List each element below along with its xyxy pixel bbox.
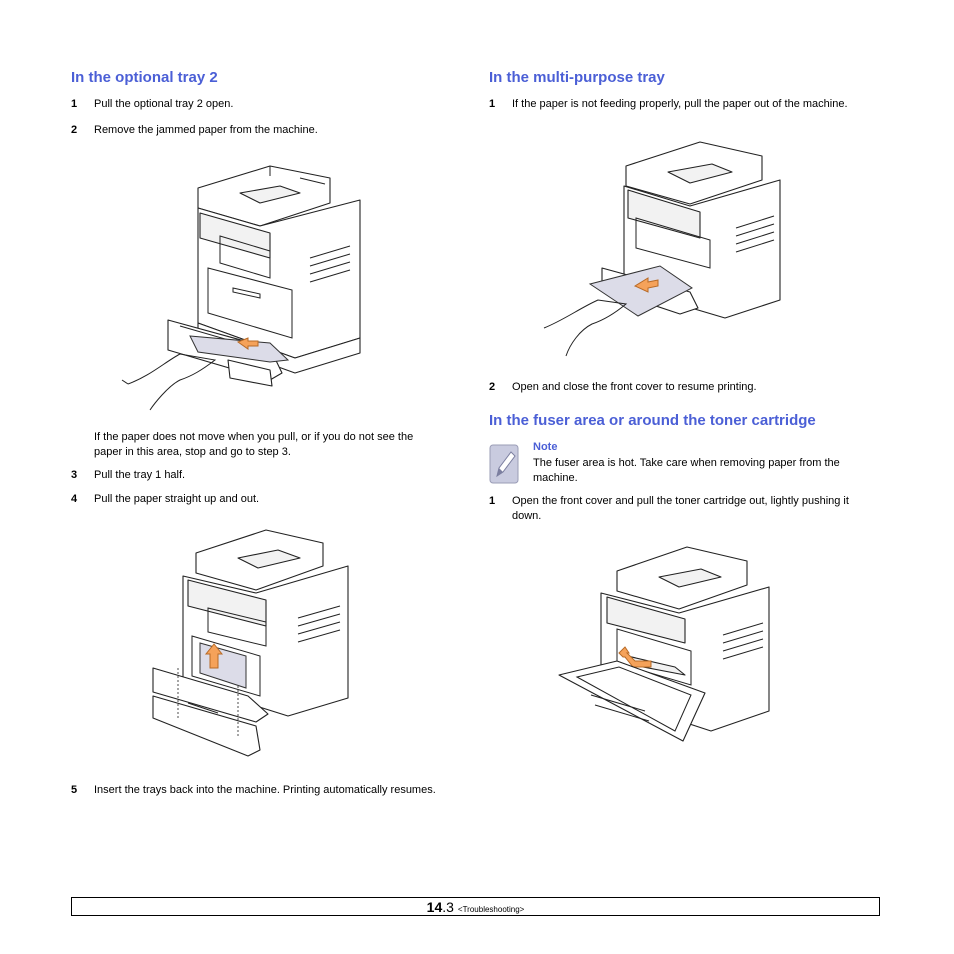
- mp-step-1: [489, 97, 889, 112]
- paragraph-line: If the paper does not move when you pull, or if you do not see the: [94, 431, 414, 443]
- page-number: 14: [426, 899, 443, 915]
- step-text: Open and close the front cover to resume printing.: [512, 381, 757, 393]
- step-number: 4: [71, 493, 78, 505]
- step-text: Pull the optional tray 2 open.: [94, 98, 234, 110]
- mp-step-2: [489, 380, 889, 395]
- note-line: The fuser area is hot. Take care when removing paper from the: [533, 457, 840, 469]
- note-text: [533, 456, 893, 486]
- step-text-line: Open the front cover and pull the toner cartridge out, lightly pushing it: [512, 495, 849, 507]
- step-number: 3: [71, 469, 78, 481]
- step-4: [71, 492, 471, 507]
- tray-paragraph: [94, 430, 454, 460]
- fuser-step-1: [489, 494, 889, 526]
- step-number: 1: [489, 98, 496, 110]
- paragraph-line: paper in this area, stop and go to step 3.: [94, 446, 291, 458]
- page-subnumber: .3: [442, 899, 454, 915]
- heading-optional-tray-2: In the optional tray 2: [71, 69, 218, 86]
- illustration-multi-purpose-tray: [540, 128, 790, 363]
- step-1: [71, 97, 471, 112]
- heading-multi-purpose-tray: In the multi-purpose tray: [489, 69, 665, 86]
- note-title: Note: [533, 441, 558, 453]
- step-text: Pull the tray 1 half.: [94, 469, 186, 481]
- step-number: 1: [71, 98, 78, 110]
- step-number: 2: [489, 381, 496, 393]
- illustration-toner-cartridge: [555, 535, 775, 745]
- illustration-pull-paper-up: [148, 518, 358, 763]
- step-number: 1: [489, 495, 496, 507]
- step-2: [71, 123, 471, 138]
- step-number: 2: [71, 124, 78, 136]
- step-text: Pull the paper straight up and out.: [94, 493, 260, 505]
- step-text-line: down.: [512, 510, 542, 522]
- step-number: 5: [71, 784, 78, 796]
- step-3: [71, 468, 471, 483]
- note-pencil-icon: [489, 444, 519, 484]
- step-text: If the paper is not feeding properly, pull the paper out of the machine.: [512, 98, 848, 110]
- step-text: Remove the jammed paper from the machine.: [94, 124, 318, 136]
- heading-fuser-area: In the fuser area or around the toner cartridge: [489, 412, 816, 429]
- note-line: machine.: [533, 472, 578, 484]
- footer-text: [72, 899, 879, 917]
- page-footer: [71, 897, 880, 916]
- step-5: [71, 783, 491, 798]
- step-text: [512, 494, 849, 524]
- step-text: Insert the trays back into the machine. Printing automatically resumes.: [94, 784, 436, 796]
- illustration-optional-tray-pull: [120, 148, 370, 418]
- section-name: <Troubleshooting>: [457, 905, 525, 914]
